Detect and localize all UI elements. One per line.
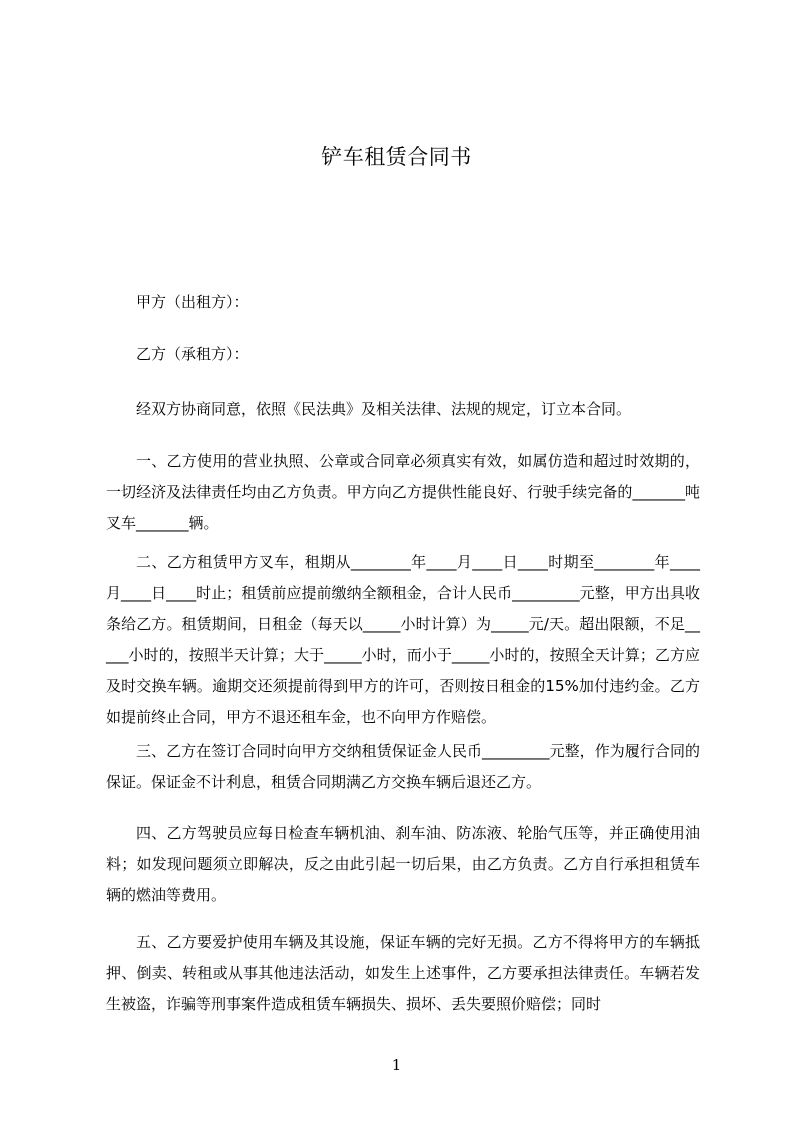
article-1-paragraph: 一、乙方使用的营业执照、公章或合同章必须真实有效，如属仿造和超过时效期的，一切经济及法律责任均由乙方负责。甲方向乙方提供性能良好、行驶手续完备的_______吨叉车_______辆。 <box>106 452 700 532</box>
intro-paragraph: 经双方协商同意，依照《民法典》及相关法律、法规的规定，订立本合同。 <box>136 400 632 418</box>
document-title: 铲车租赁合同书 <box>321 145 472 169</box>
party-a-line: 甲方（出租方）： <box>136 293 249 311</box>
party-b-line: 乙方（承租方）： <box>136 345 249 363</box>
article-5-paragraph: 五、乙方要爱护使用车辆及其设施，保证车辆的完好无损。乙方不得将甲方的车辆抵押、倒卖、转租或从事其他违法活动，如发生上述事件，乙方要承担法律责任。车辆若发生被盗，诈骗等刑事案件造成租赁车辆损失、损坏、丢失要照价赔偿；同时 <box>106 933 700 1013</box>
page-number: 1 <box>391 1056 402 1074</box>
article-3-paragraph: 三、乙方在签订合同时向甲方交纳租赁保证金人民币_________元整，作为履行合同的保证。保证金不计利息，租赁合同期满乙方交换车辆后退还乙方。 <box>106 742 700 791</box>
article-4-paragraph: 四、乙方驾驶员应每日检查车辆机油、刹车油、防冻液、轮胎气压等，并正确使用油料；如发现问题须立即解决，反之由此引起一切后果，由乙方负责。乙方自行承担租赁车辆的燃油等费用。 <box>106 824 700 904</box>
article-2-paragraph: 二、乙方租赁甲方叉车，租期从________年____月____日____时期至________年____月____日____时止；租赁前应提前缴纳全额租金，合计人民币_________元整，甲方出具收条给乙方。租赁期间，日租金（每天以_____小时计算）为_____元/天。超出限额，不足_____小时的，按照半天计算；大于_____小时，而小于_____小时的，按照全天计算；乙方应及时交换车辆。逾期交还须提前得到甲方的许可，否则按日租金的15%加付违约金。乙方如提前终止合同，甲方不退还租车金，也不向甲方作赔偿。 <box>106 553 700 726</box>
